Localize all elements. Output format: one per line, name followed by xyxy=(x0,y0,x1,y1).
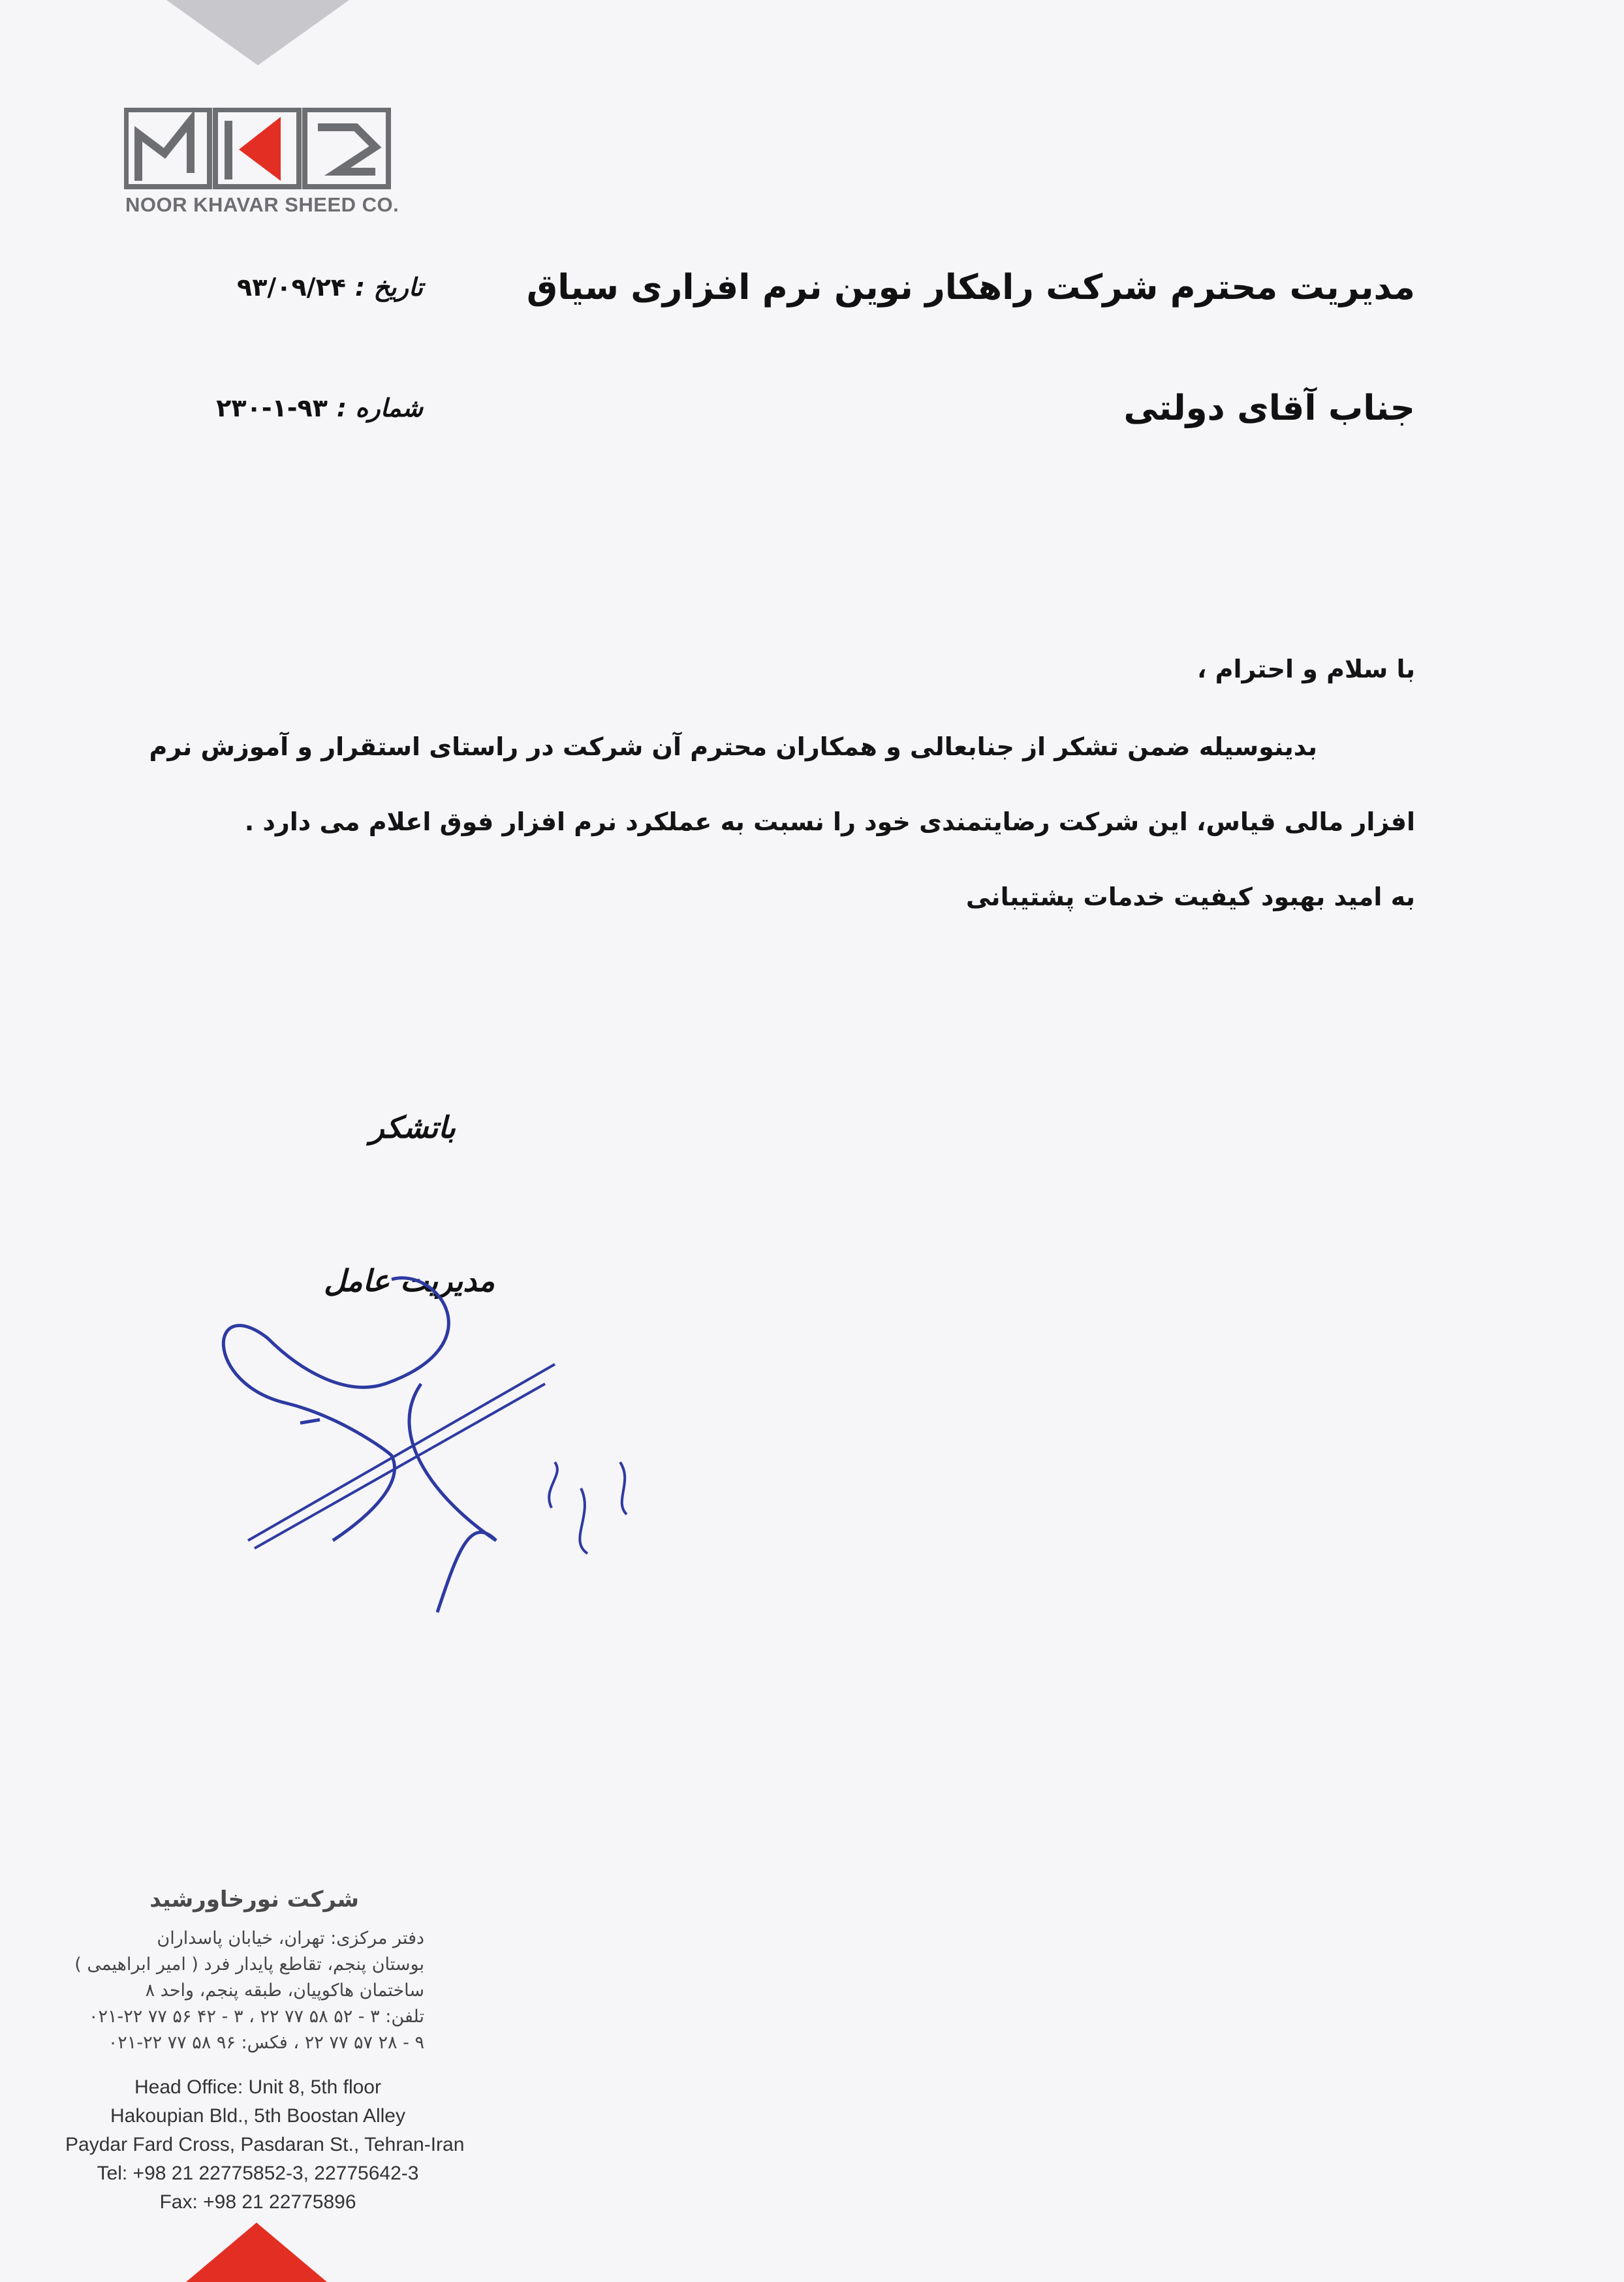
footer-en-line: Paydar Fard Cross, Pasdaran St., Tehran-Iran xyxy=(65,2134,465,2155)
footer-fa-line: ساختمان هاکوپیان، طبقه پنجم، واحد ۸ xyxy=(145,1980,424,2001)
greeting: با سلام و احترام ، xyxy=(1196,655,1415,683)
footer-company-fa: شرکت نورخاورشید xyxy=(149,1886,359,1913)
footer-fa-line: تلفن: ۳ - ۵۲ ۵۸ ۷۷ ۲۲ ، ۳ - ۴۲ ۵۶ ۷۷ ۲۲-۰۲۱ xyxy=(88,2007,424,2027)
footer-fa-line: ۹ - ۲۸ ۵۷ ۷۷ ۲۲ ، فکس: ۹۶ ۵۸ ۷۷ ۲۲-۰۲۱ xyxy=(108,2033,424,2053)
number-label: شماره : xyxy=(336,394,423,422)
footer-en-line: Hakoupian Bld., 5th Boostan Alley xyxy=(110,2105,405,2127)
top-decor-triangle xyxy=(166,0,349,65)
recipient-line-2: جناب آقای دولتی xyxy=(1123,388,1415,428)
number-field xyxy=(216,394,423,422)
date-label: تاریخ : xyxy=(354,273,423,302)
number-value: ۹۳-۱-۲۳۰ xyxy=(216,394,328,422)
bottom-decor-triangle xyxy=(186,2223,327,2282)
company-name-en: NOOR KHAVAR SHEED CO. xyxy=(125,193,399,216)
footer-en-line: Tel: +98 21 22775852-3, 22775642-3 xyxy=(97,2163,419,2184)
date-field xyxy=(237,273,423,302)
footer-fa-line: بوستان پنجم، تقاطع پایدار فرد ( امیر ابراهیمی ) xyxy=(74,1954,424,1975)
paragraph-line-1: بدینوسیله ضمن تشکر از جنابعالی و همکاران محترم آن شرکت در راستای استقرار و آموزش نرم xyxy=(149,732,1317,761)
footer-fa-line: دفتر مرکزی: تهران، خیابان پاسداران xyxy=(157,1928,424,1948)
signatory-title: مدیریت عامل xyxy=(324,1263,495,1298)
footer-en-line: Head Office: Unit 8, 5th floor xyxy=(134,2076,381,2098)
closing-thanks: باتشکر xyxy=(369,1110,456,1145)
logo-mark-icon xyxy=(124,108,392,193)
date-value: ۹۳/۰۹/۲۴ xyxy=(237,273,346,302)
footer-en-line: Fax: +98 21 22775896 xyxy=(159,2191,356,2213)
signature-scribble xyxy=(189,1188,659,1684)
closing-wish: به امید بهبود کیفیت خدمات پشتیبانی xyxy=(965,883,1415,911)
paragraph-line-2: افزار مالی قیاس، این شرکت رضایتمندی خود را نسبت به عملکرد نرم افزار فوق اعلام می دارد . xyxy=(244,807,1415,836)
footer-address-en xyxy=(65,2073,465,2217)
footer-address-fa xyxy=(74,1926,424,2056)
recipient-line-1: مدیریت محترم شرکت راهکار نوین نرم افزاری سیاق xyxy=(526,268,1415,307)
